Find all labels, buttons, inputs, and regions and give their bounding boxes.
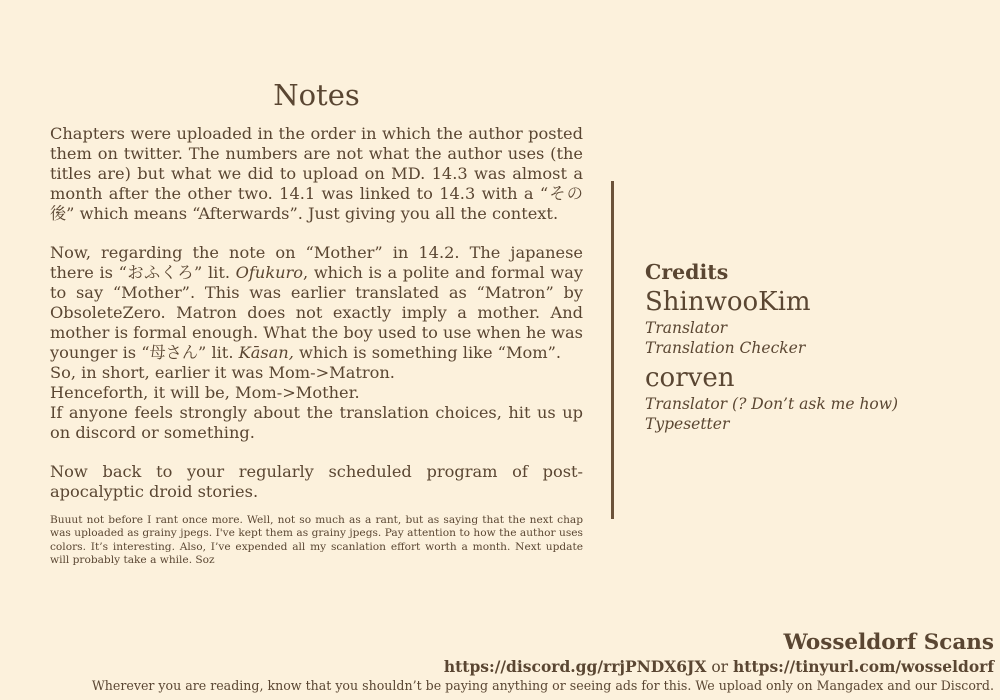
notes-section xyxy=(50,78,583,567)
notes-small-rant: Buuut not before I rant once more. Well, not so much as a rant, but as saying that the next chap was uploaded as grainy jpegs. I've kept them as grainy jpegs. Pay attention to how the author uses colors. It’s interesting. Also, I’ve expended all my scanlation effort worth a month. Next update will probably take a while. Soz xyxy=(50,514,583,566)
paragraph-gap xyxy=(50,224,583,244)
notes-line-in-short: So, in short, earlier it was Mom->Matron. xyxy=(50,362,395,382)
notes-term-kasan: Kāsan, xyxy=(238,342,294,362)
notes-paragraph-mother xyxy=(50,243,583,362)
notes-title: Notes xyxy=(273,78,360,112)
links-separator: or xyxy=(706,658,734,676)
paragraph-gap xyxy=(50,442,583,462)
credit-role: Translator (? Don’t ask me how) xyxy=(645,395,899,413)
credit-role: Translator xyxy=(645,319,728,337)
group-name: Wosseldorf Scans xyxy=(783,630,994,655)
notes-text: Now, regarding the note on “Mother” in 14.2. The japanese there is “おふくろ” lit. xyxy=(50,243,583,283)
credit-role: Typesetter xyxy=(645,415,730,433)
tinyurl-link[interactable]: https://tinyurl.com/wosseldorf xyxy=(733,657,994,676)
credit-role: Translation Checker xyxy=(645,339,806,357)
credit-name: ShinwooKim xyxy=(645,287,811,317)
vertical-divider xyxy=(611,181,614,519)
credit-entry xyxy=(645,362,975,434)
notes-paragraph-back-to-program: Now back to your regularly scheduled program of post-apocalyptic droid stories. xyxy=(50,462,583,502)
notes-paragraph-upload-order: Chapters were uploaded in the order in which the author posted them on twitter. The numbers are not what the author uses (the titles are) but what we did to upload on MD. 14.3 was almost a month after the other two. 14.1 was linked to 14.3 with a “その後” which means “Afterwards”. Just giving you all the context. xyxy=(50,124,583,223)
footer xyxy=(92,629,994,695)
footer-links xyxy=(92,657,994,677)
credits-section xyxy=(645,258,975,434)
credit-name: corven xyxy=(645,363,735,393)
notes-line-feedback: If anyone feels strongly about the translation choices, hit us up on discord or something. xyxy=(50,402,583,442)
credit-entry xyxy=(645,286,975,358)
footer-disclaimer: Wherever you are reading, know that you shouldn’t be paying anything or seeing ads for this. We upload only on Mangadex and our Discord. xyxy=(91,678,994,693)
credits-heading: Credits xyxy=(645,260,729,284)
notes-text: , which is a polite and formal way to say “Mother”. This was earlier translated as “Matron” by ObsoleteZero. Matron does not exactly imply a mother. And mother is formal enough. What the boy used to use when he was younger is “母さん” lit. xyxy=(50,263,584,362)
notes-text: which is something like “Mom”. xyxy=(293,342,562,362)
notes-term-ofukuro: Ofukuro xyxy=(235,263,304,283)
discord-link[interactable]: https://discord.gg/rrjPNDX6JX xyxy=(443,657,707,676)
notes-line-henceforth: Henceforth, it will be, Mom->Mother. xyxy=(50,382,360,402)
